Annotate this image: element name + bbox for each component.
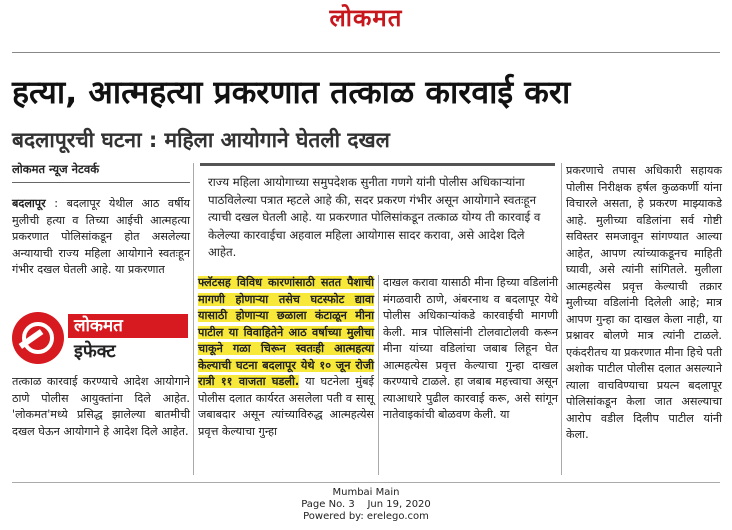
footer-powered[interactable]: Powered by: erelego.com bbox=[303, 511, 429, 522]
column-1-top bbox=[12, 196, 190, 279]
masthead bbox=[0, 4, 732, 32]
highlight-box bbox=[200, 163, 555, 270]
column-divider bbox=[193, 163, 194, 475]
dateline: बदलापूर bbox=[12, 197, 46, 210]
article-subhead: बदलापूरची घटना : महिला आयोगाने घेतली दखल bbox=[12, 128, 390, 152]
column-divider bbox=[378, 275, 379, 475]
column-divider bbox=[561, 163, 562, 475]
lokmat-logo: लोकमत bbox=[329, 3, 403, 32]
footer-page: Page No. 3 Jun 19, 2020 bbox=[301, 499, 431, 510]
byline-divider bbox=[12, 182, 190, 183]
box-text: राज्य महिला आयोगाच्या समुपदेशक सुनीता गणगे यांनी पोलीस अधिकाऱ्यांना पाठविलेल्या पत्रात म्हटले आहे की, सदर प्रकरण गंभीर असून आयोगाने स्वतःहून त्याची दखल घेतली आहे. या प्रकरणात पोलिसांकडून तत्काळ योग्य ती कारवाई व केलेल्या कारवाईचा अहवाल महिला आयोगास सादर करावा, असे आदेश दिले आहेत. bbox=[208, 175, 541, 259]
column-2 bbox=[198, 275, 374, 440]
column-1-text-a: : बदलापूर येथील आठ वर्षीय मुलीची हत्या व तिच्या आईची आत्महत्या प्रकरणात पोलिसांकडून होत असलेल्या अन्यायाची राज्य महिला आयोगाने स्वतःहून गंभीर दखल घेतली आहे. या प्रकरणात bbox=[12, 197, 190, 276]
impact-icon bbox=[12, 312, 64, 364]
article-headline: हत्या, आत्महत्या प्रकरणात तत्काळ कारवाई करा bbox=[12, 73, 571, 111]
footer-edition: Mumbai Main bbox=[332, 487, 400, 498]
column-3: दाखल करावा यासाठी मीना हिच्या वडिलांनी मंगळवारी ठाणे, अंबरनाथ व बदलापूर येथे पोलीस अधिकाऱ्यांकडे कारवाईची मागणी केली. मात्र पोलिसांनी टोलवाटोलवी करून मीना यांच्या वडिलांचा जबाब लिहून घेत आत्महत्येस प्रवृत्त केल्याचा गुन्हा दाखल करण्याचे टाळले. हा जबाब महत्त्वाचा असून त्याआधारे पुढील कारवाई करू, असे सांगून नातेवाइकांची बोळवण केली. या bbox=[383, 276, 558, 421]
footer bbox=[0, 487, 732, 523]
impact-label-top: लोकमत bbox=[68, 314, 188, 338]
masthead-divider bbox=[12, 52, 720, 53]
column-2-text: या घटनेला मुंबई पोलीस दलात कार्यरत असलेला पती व सासू जबाबदार असून त्यांच्याविरुद्ध आत्महत्येस प्रवृत्त केल्याचा गुन्हा bbox=[198, 375, 374, 438]
column-1-bottom: तत्काळ कारवाई करण्याचे आदेश आयोगाने ठाणे पोलीस आयुक्तांना दिले आहेत. 'लोकमत'मध्ये प्रसिद्ध झालेल्या बातमीची दखल घेऊन आयोगाने हे आदेश दिले आहेत. bbox=[12, 375, 190, 438]
highlighted-text: फ्लॅटसह विविध कारणांसाठी सतत पैशाची मागणी होणाऱ्या तसेच घटस्फोट द्यावा यासाठी होणाऱ्या छळाला कंटाळून मीना पाटील या विवाहितेने आठ वर्षाच्या मुलीचा चाकूने गळा चिरून स्वतःही आत्महत्या केल्याची घटना बदलापूर येथे १० जून रोजी रात्री ११ वाजता घडली. bbox=[198, 276, 374, 388]
impact-label-bottom: इफेक्ट bbox=[74, 341, 116, 362]
byline: लोकमत न्यूज नेटवर्क bbox=[12, 162, 100, 176]
footer-divider bbox=[12, 482, 720, 483]
lokmat-impact-badge bbox=[12, 312, 190, 368]
column-4: प्रकरणाचे तपास अधिकारी सहायक पोलीस निरीक्षक हर्षल कुळकर्णी यांना विचारले असता, हे प्रकरण माझ्याकडे आहे. मुलीच्या वडिलांना सर्व गोष्टी सविस्तर समजावून सांगण्यात आल्या आहेत, आपण त्यांच्याकडूनच माहिती घ्यावी, असे त्यांनी सांगितले. मुलीला आत्महत्येस प्रवृत्त केल्याची तक्रार मुलीच्या वडिलांनी दिलेली आहे; मात्र आपण गुन्हा का दाखल केला नाही, या प्रश्नावर बोलणे मात्र त्यांनी टाळले. एकंदरीतच या प्रकरणात मीना हिचे पती अशोक पाटील पोलीस दलात असल्याने त्याला वाचविण्याचा प्रयत्न बदलापूर पोलिसांकडून केला जात असल्याचा आरोप वडील दिलीप पाटील यांनी केला. bbox=[566, 164, 723, 441]
